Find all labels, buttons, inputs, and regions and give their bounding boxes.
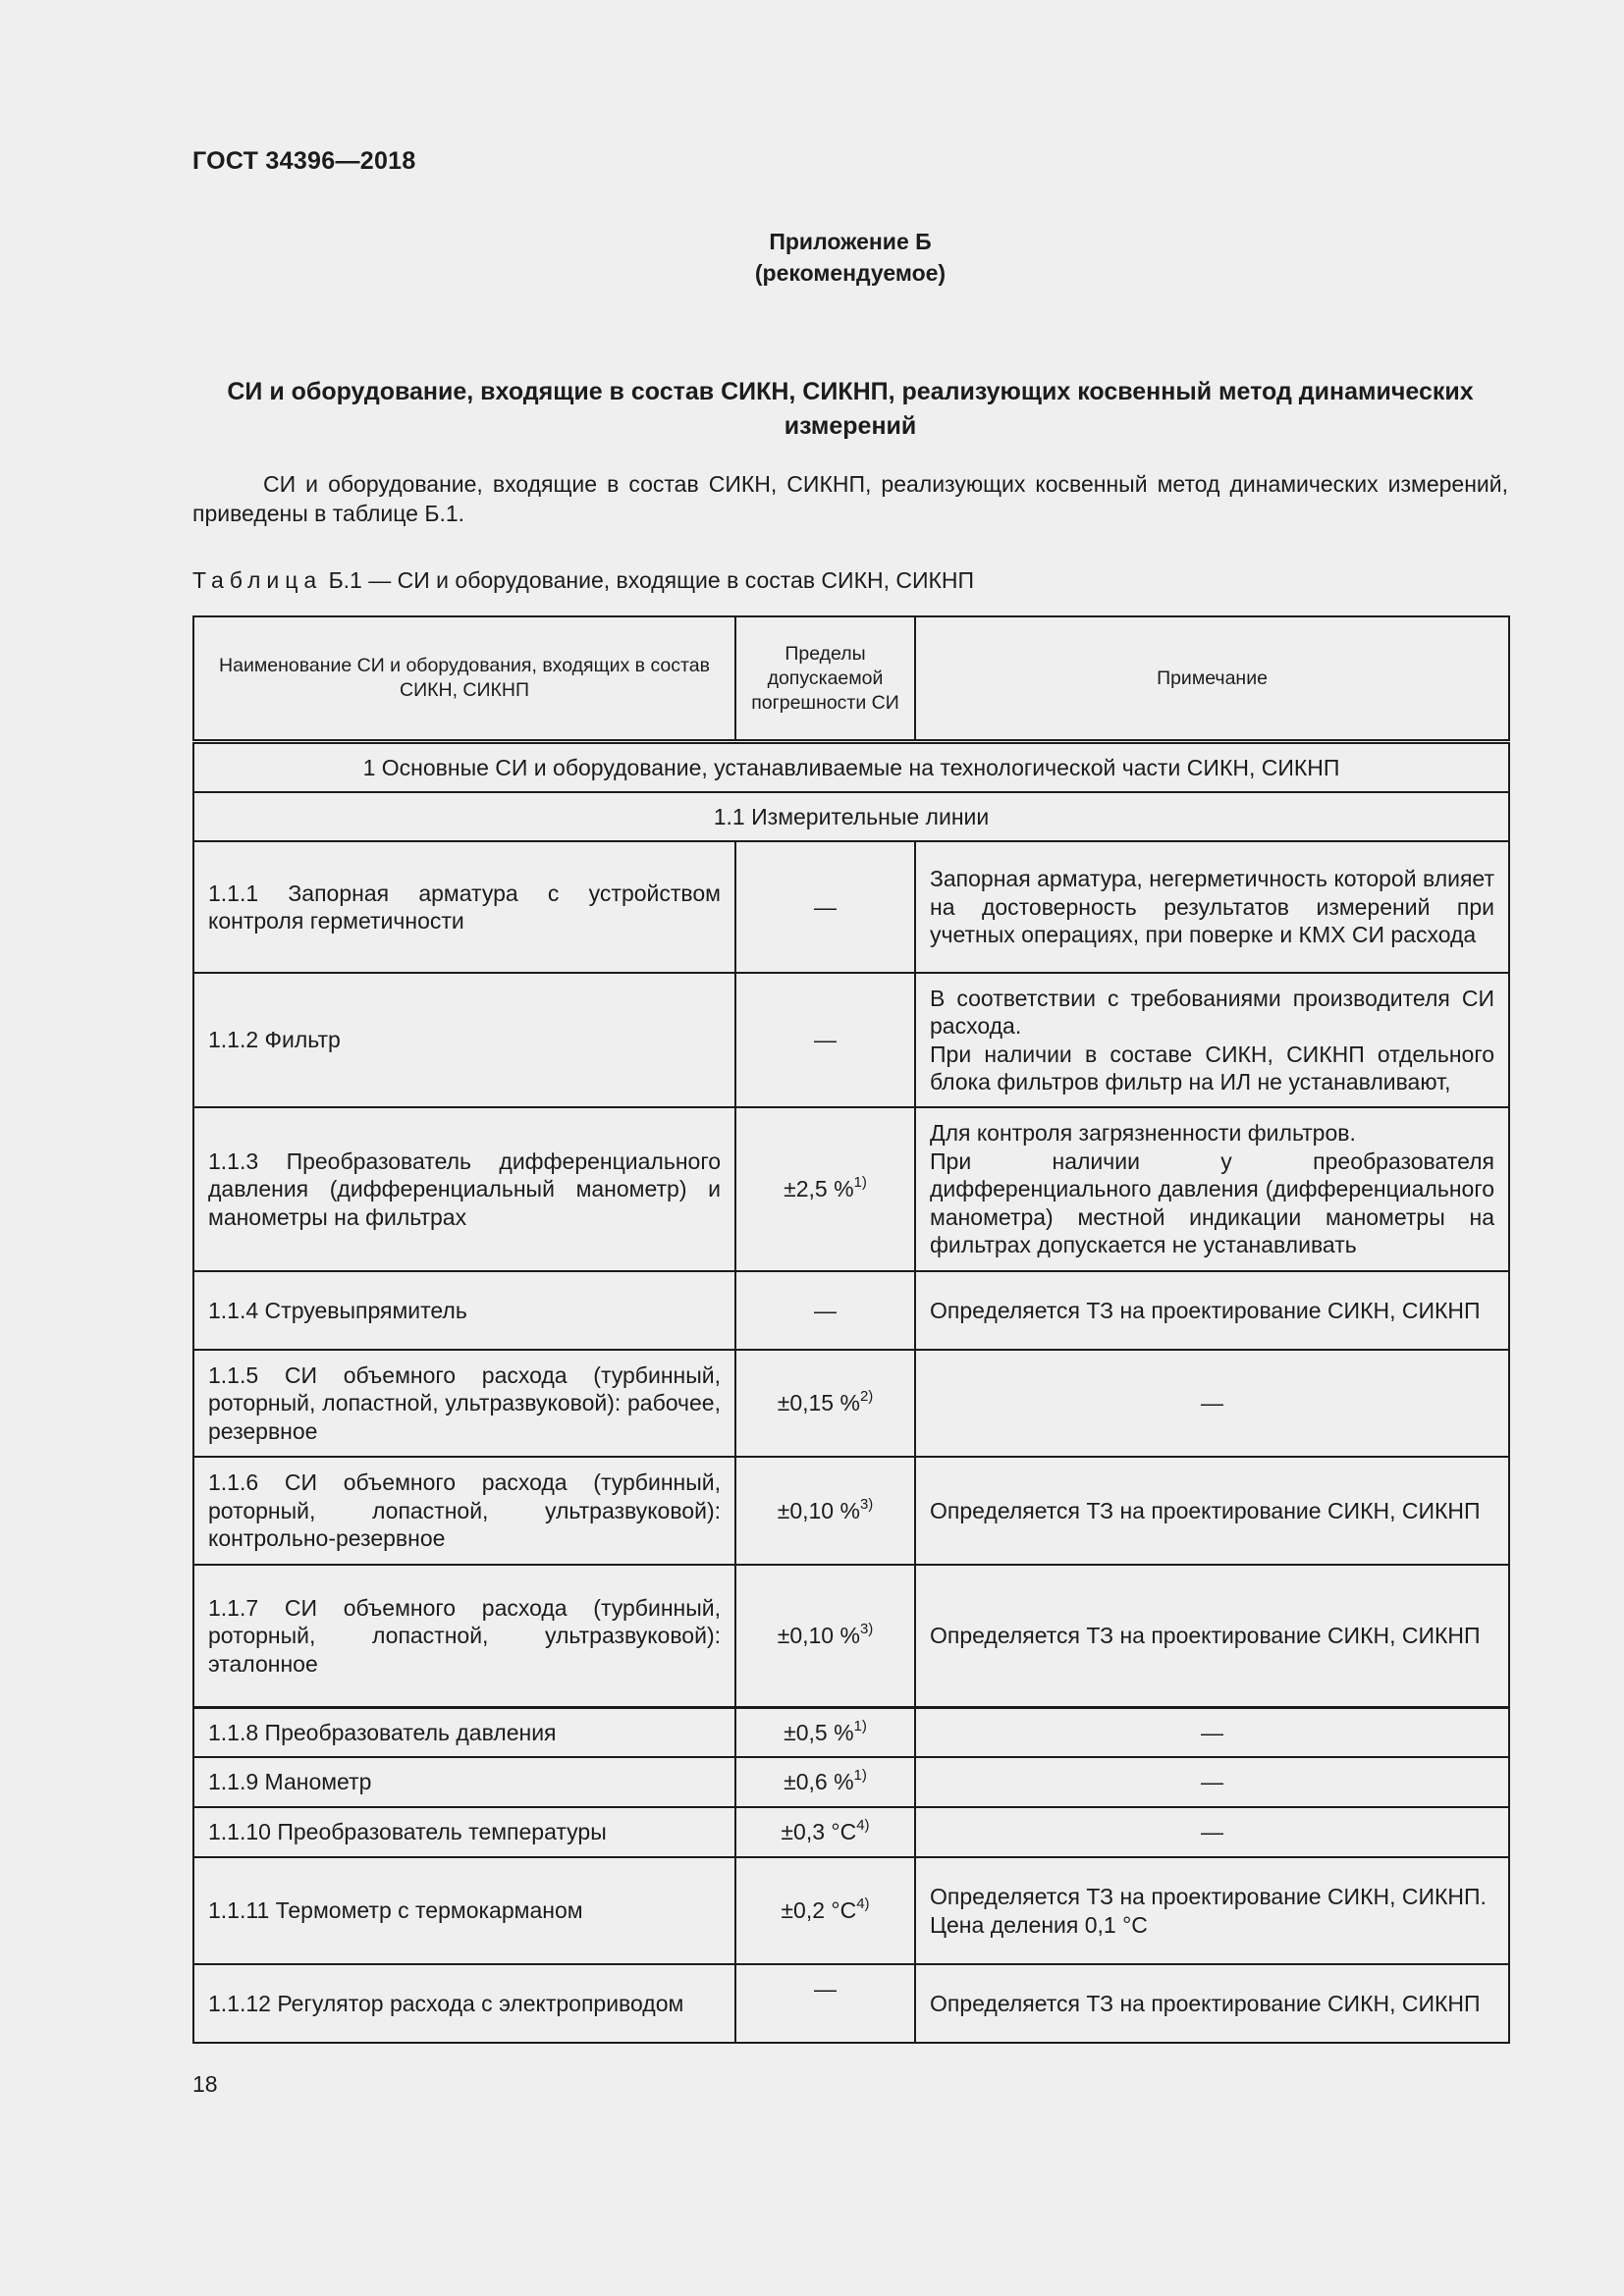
row-note: — [915,1707,1509,1757]
row-tolerance: — [735,1271,915,1350]
table-row [193,1964,1509,2043]
row-name: 1.1.11 Термометр с термокарманом [193,1857,735,1964]
table-caption-text: Б.1 — СИ и оборудование, входящие в состав СИКН, СИКНП [328,567,975,593]
row-name: 1.1.7 СИ объемного расхода (турбинный, роторный, лопастной, ультразвуковой): эталонное [193,1565,735,1707]
table-row [193,1350,1509,1457]
table-caption-prefix: Таблица [192,567,323,593]
row-note: — [915,1350,1509,1457]
subsection-row-label: 1.1 Измерительные линии [193,792,1509,841]
header-note: Примечание [915,616,1509,742]
row-note: В соответствии с требованиями производителя СИ расхода. При наличии в составе СИКН, СИКНП отдельного блока фильтров фильтр на ИЛ не устанавливают, [915,973,1509,1107]
row-name: 1.1.4 Струевыпрямитель [193,1271,735,1350]
row-name: 1.1.9 Манометр [193,1757,735,1807]
appendix-heading [192,226,1508,289]
equipment-table [192,615,1510,2044]
table-row [193,1757,1509,1807]
section-row [193,742,1509,793]
appendix-title: Приложение Б [769,229,932,254]
section-row-label: 1 Основные СИ и оборудование, устанавливаемые на технологической части СИКН, СИКНП [193,742,1509,793]
row-note: Определяется ТЗ на проектирование СИКН, СИКНП. Цена деления 0,1 °C [915,1857,1509,1964]
row-tolerance: ±0,3 $^\circ C^{4)}$ [735,1807,915,1857]
row-tolerance: ±0,2 $^\circ C^{4)}$ [735,1857,915,1964]
row-name: 1.1.6 СИ объемного расхода (турбинный, роторный, лопастной, ультразвуковой): контрольно-резервное [193,1457,735,1565]
row-tolerance: ±0,5 %$^{1)}$ [735,1707,915,1757]
row-note: — [915,1757,1509,1807]
row-note: — [915,1807,1509,1857]
row-note: Определяется ТЗ на проектирование СИКН, СИКНП [915,1457,1509,1565]
row-name: 1.1.8 Преобразователь давления [193,1707,735,1757]
table-row [193,1107,1509,1271]
table-row [193,841,1509,973]
table-row [193,1807,1509,1857]
row-tolerance: ±0,15 %$^{2)}$ [735,1350,915,1457]
subsection-row [193,792,1509,841]
row-name: 1.1.12 Регулятор расхода с электроприводом [193,1964,735,2043]
row-tolerance: — [735,1964,915,2043]
appendix-type: (рекомендуемое) [754,260,947,286]
row-tolerance: — [735,973,915,1107]
table-row [193,1707,1509,1757]
section-title: СИ и оборудование, входящие в состав СИКН, СИКНП, реализующих косвенный метод динамических измерений [227,378,1474,440]
table-row [193,1271,1509,1350]
table-caption [192,567,974,594]
row-tolerance: ±0,10 %$^{3)}$ [735,1565,915,1707]
row-name: 1.1.1 Запорная арматура с устройством контроля герметичности [193,841,735,973]
table-row [193,1457,1509,1565]
header-name: Наименование СИ и оборудования, входящих в состав СИКН, СИКНП [193,616,735,742]
row-note: Для контроля загрязненности фильтров. При наличии у преобразователя дифференциального давления (дифференциального манометра) местной индикации манометры на фильтрах допускается не устанавливать [915,1107,1509,1271]
table-row [193,973,1509,1107]
row-name: 1.1.5 СИ объемного расхода (турбинный, роторный, лопастной, ультразвуковой): рабочее, резервное [193,1350,735,1457]
row-note: Определяется ТЗ на проектирование СИКН, СИКНП [915,1271,1509,1350]
row-tolerance: ±2,5 %$^{1)}$ [735,1107,915,1271]
table-row [193,1565,1509,1707]
row-tolerance: — [735,841,915,973]
row-tolerance: ±0,10 %$^{3)}$ [735,1457,915,1565]
header-tolerance: Пределы допускаемой погрешности СИ [735,616,915,742]
row-note: Определяется ТЗ на проектирование СИКН, СИКНП [915,1565,1509,1707]
row-name: 1.1.3 Преобразователь дифференциального давления (дифференциальный манометр) и манометры на фильтрах [193,1107,735,1271]
row-name: 1.1.2 Фильтр [193,973,735,1107]
page-number: 18 [192,2071,218,2097]
document-code: ГОСТ 34396—2018 [192,147,416,175]
table-row [193,1857,1509,1964]
table-header-row [193,616,1509,742]
intro-paragraph: СИ и оборудование, входящие в состав СИКН, СИКНП, реализующих косвенный метод динамических измерений, приведены в таблице Б.1. [192,471,1508,526]
row-name: 1.1.10 Преобразователь температуры [193,1807,735,1857]
row-note: Определяется ТЗ на проектирование СИКН, СИКНП [915,1964,1509,2043]
row-tolerance: ±0,6 %$^{1)}$ [735,1757,915,1807]
row-note: Запорная арматура, негерметичность которой влияет на достоверность результатов измерений при учетных операциях, при поверке и КМХ СИ расхода [915,841,1509,973]
